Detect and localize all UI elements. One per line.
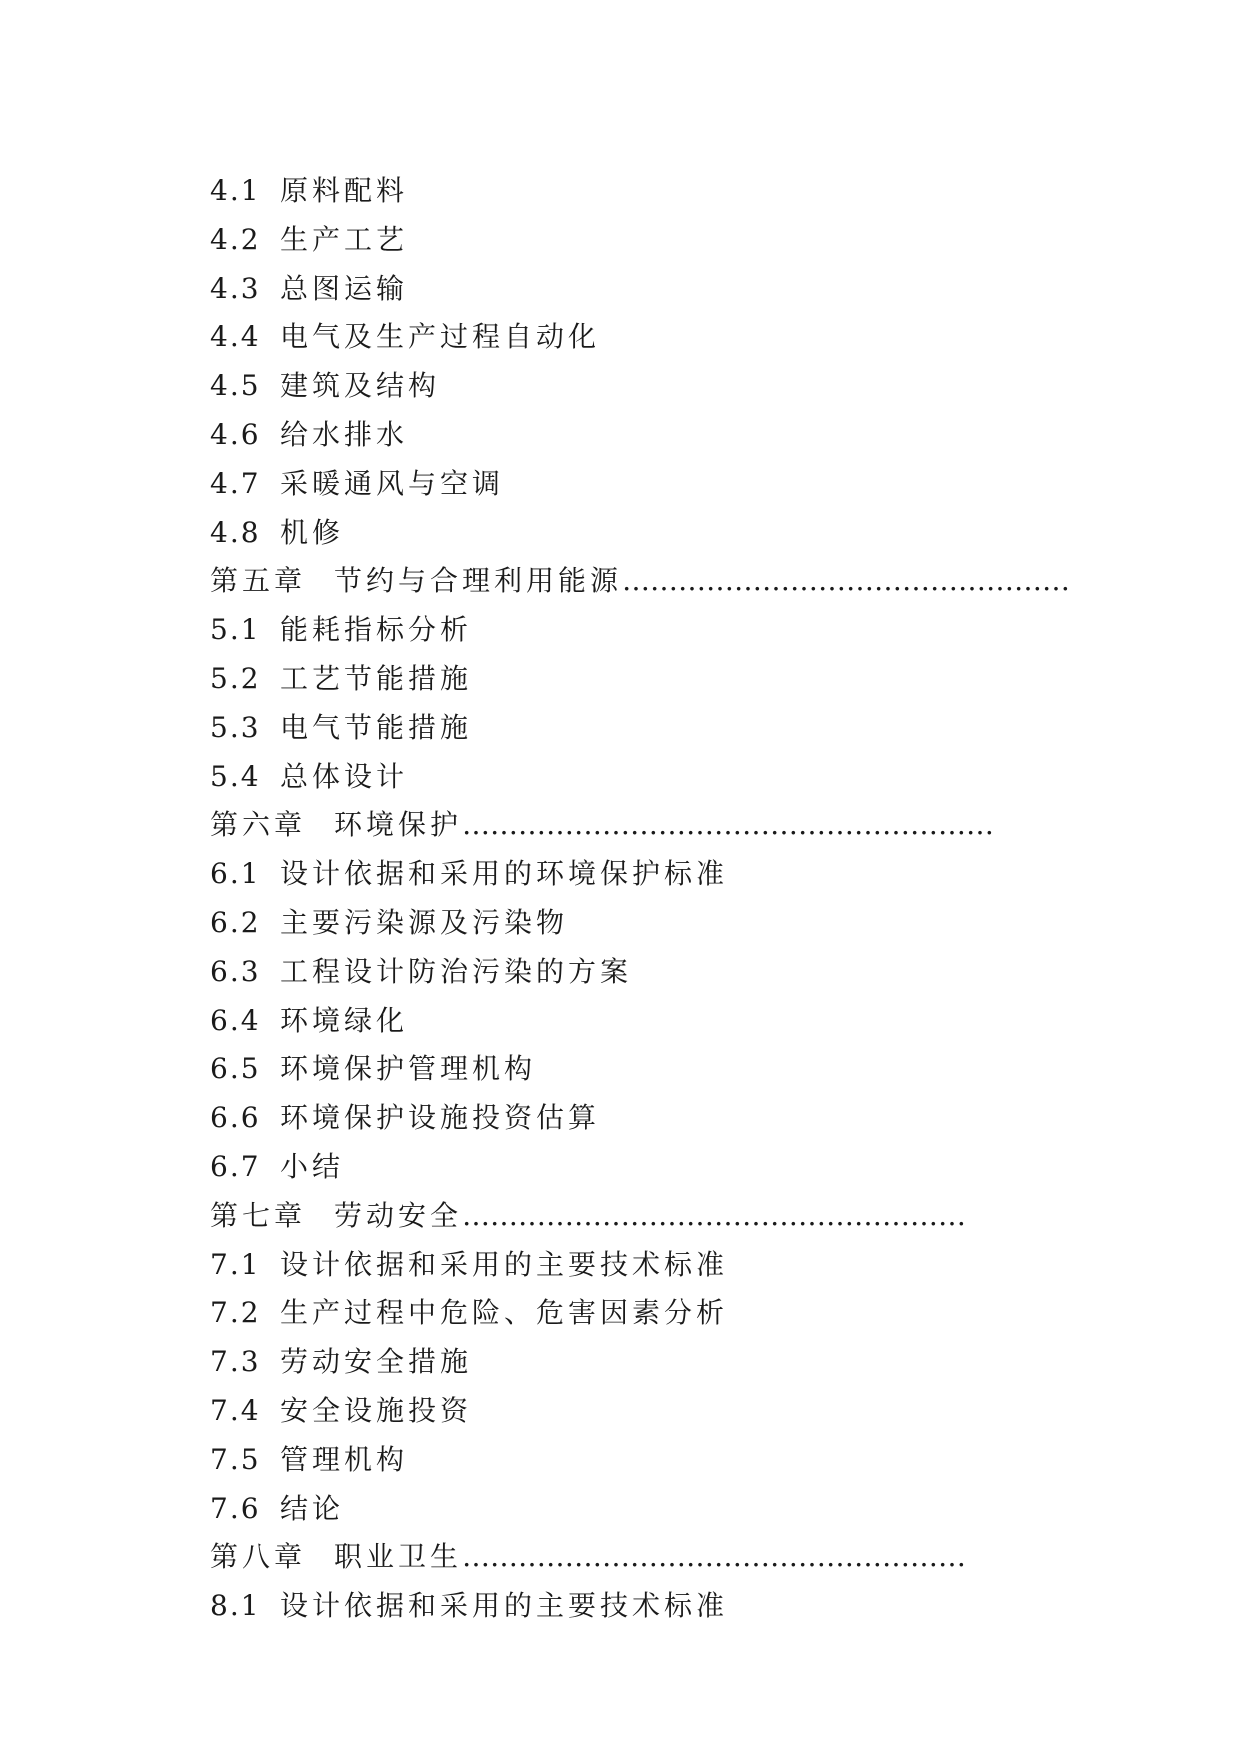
section-title: 工程设计防治污染的方案: [280, 954, 633, 988]
section-number: 6.4: [210, 1003, 261, 1037]
dot-leader: ………………………………………………: [462, 1540, 967, 1574]
section-number: 7.6: [210, 1491, 261, 1525]
toc-section-entry: [210, 216, 1070, 265]
section-title: 建筑及结构: [280, 369, 441, 403]
section-number: 7.3: [210, 1345, 261, 1379]
section-title: 小结: [280, 1149, 345, 1183]
section-title: 电气节能措施: [280, 710, 473, 744]
section-title: 环境保护管理机构: [280, 1052, 537, 1086]
section-title: 给水排水: [280, 417, 409, 451]
section-number: 6.5: [210, 1052, 261, 1086]
toc-section-entry: [210, 1045, 1070, 1094]
section-title: 采暖通风与空调: [280, 466, 505, 500]
section-number: 8.1: [210, 1589, 261, 1623]
toc-section-entry: [210, 509, 1070, 558]
section-number: 6.6: [210, 1101, 261, 1135]
section-title: 电气及生产过程自动化: [280, 320, 601, 354]
toc-section-entry: [210, 1241, 1070, 1290]
section-title: 机修: [280, 515, 345, 549]
section-title: 设计依据和采用的环境保护标准: [280, 857, 729, 891]
dot-leader: ………………………………………………: [462, 1198, 967, 1232]
chapter-number: 第五章: [210, 564, 307, 598]
toc-chapter-entry: [210, 1533, 1070, 1582]
section-title: 生产工艺: [280, 222, 409, 256]
section-title: 能耗指标分析: [280, 613, 473, 647]
section-number: 7.1: [210, 1247, 261, 1281]
toc-section-entry: [210, 1143, 1070, 1192]
section-number: 5.2: [210, 661, 261, 695]
section-title: 结论: [280, 1491, 345, 1525]
toc-section-entry: [210, 997, 1070, 1046]
section-title: 环境保护设施投资估算: [280, 1101, 601, 1135]
section-title: 主要污染源及污染物: [280, 905, 569, 939]
toc-section-entry: [210, 411, 1070, 460]
toc-section-entry: [210, 655, 1070, 704]
section-number: 5.1: [210, 613, 261, 647]
section-title: 原料配料: [280, 174, 409, 207]
toc-section-entry: [210, 265, 1070, 314]
section-title: 生产过程中危险、危害因素分析: [280, 1296, 729, 1330]
dot-leader: …………………………………………………: [462, 808, 995, 842]
section-title: 安全设施投资: [280, 1393, 473, 1427]
chapter-number: 第七章: [210, 1198, 307, 1232]
chapter-title: 劳动安全: [334, 1198, 463, 1232]
chapter-number: 第八章: [210, 1540, 307, 1574]
toc-chapter-entry: [210, 557, 1070, 606]
section-number: 4.6: [210, 417, 261, 451]
section-title: 设计依据和采用的主要技术标准: [280, 1589, 729, 1623]
section-title: 总图运输: [280, 271, 409, 305]
toc-section-entry: [210, 1338, 1070, 1387]
toc-chapter-entry: [210, 801, 1070, 850]
section-title: 环境绿化: [280, 1003, 409, 1037]
section-title: 劳动安全措施: [280, 1345, 473, 1379]
toc-section-entry: [210, 753, 1070, 802]
section-number: 4.2: [210, 222, 261, 256]
toc-section-entry: [210, 850, 1070, 899]
toc-section-entry: [210, 1582, 1070, 1631]
section-title: 设计依据和采用的主要技术标准: [280, 1247, 729, 1281]
section-number: 4.8: [210, 515, 261, 549]
toc-chapter-entry: [210, 1192, 1070, 1241]
toc-section-entry: [210, 167, 1070, 216]
toc-section-entry: [210, 1436, 1070, 1485]
section-number: 4.1: [210, 174, 261, 207]
section-number: 5.3: [210, 710, 261, 744]
toc-section-entry: [210, 362, 1070, 411]
toc-section-entry: [210, 704, 1070, 753]
section-number: 4.4: [210, 320, 261, 354]
table-of-contents: [210, 167, 1070, 1631]
section-number: 6.1: [210, 857, 261, 891]
section-number: 7.4: [210, 1393, 261, 1427]
section-number: 4.3: [210, 271, 261, 305]
toc-section-entry: [210, 313, 1070, 362]
chapter-title: 环境保护: [334, 808, 463, 842]
toc-section-entry: [210, 606, 1070, 655]
chapter-number: 第六章: [210, 808, 307, 842]
section-number: 5.4: [210, 759, 261, 793]
toc-section-entry: [210, 899, 1070, 948]
section-title: 总体设计: [280, 759, 409, 793]
section-number: 4.7: [210, 466, 261, 500]
toc-section-entry: [210, 1485, 1070, 1534]
dot-leader: …………………………………………: [622, 564, 1071, 598]
section-number: 4.5: [210, 369, 261, 403]
toc-section-entry: [210, 1289, 1070, 1338]
toc-section-entry: [210, 460, 1070, 509]
chapter-title: 节约与合理利用能源: [334, 564, 623, 598]
section-number: 7.2: [210, 1296, 261, 1330]
section-title: 工艺节能措施: [280, 661, 473, 695]
section-number: 6.2: [210, 905, 261, 939]
toc-section-entry: [210, 1387, 1070, 1436]
chapter-title: 职业卫生: [334, 1540, 463, 1574]
section-title: 管理机构: [280, 1442, 409, 1476]
section-number: 7.5: [210, 1442, 261, 1476]
toc-section-entry: [210, 1094, 1070, 1143]
section-number: 6.7: [210, 1149, 261, 1183]
toc-section-entry: [210, 948, 1070, 997]
section-number: 6.3: [210, 954, 261, 988]
